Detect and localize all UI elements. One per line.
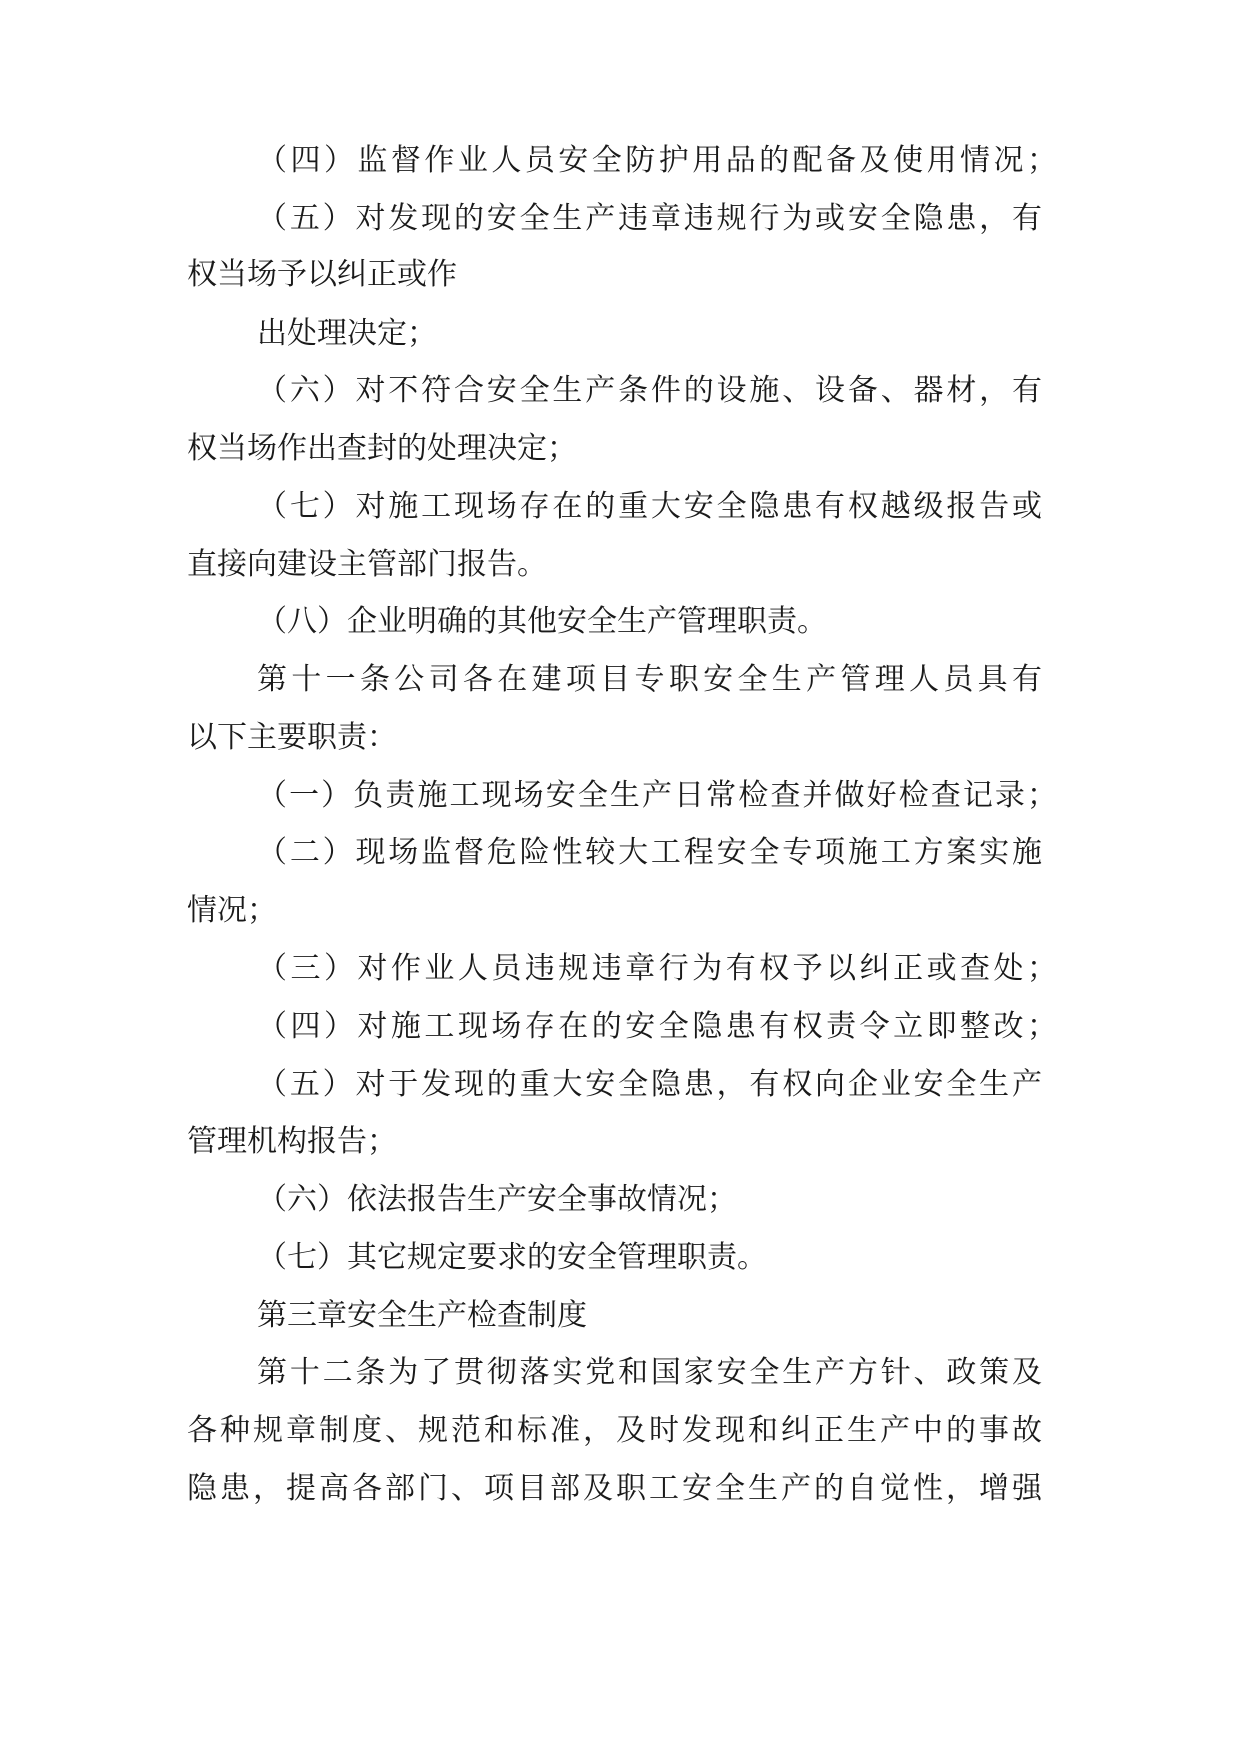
text-line: 第三章安全生产检查制度 xyxy=(257,1298,587,1333)
text-line: 第十一条公司各在建项目专职安全生产管理人员具有 xyxy=(257,662,1042,697)
text-line: 情况； xyxy=(187,893,277,928)
text-line: （一）负责施工现场安全生产日常检查并做好检查记录； xyxy=(257,778,1057,813)
text-line: 第十二条为了贯彻落实党和国家安全生产方针、政策及 xyxy=(257,1355,1042,1390)
text-line: （六）对不符合安全生产条件的设施、设备、器材，有 xyxy=(257,373,1042,408)
text-line: （七）其它规定要求的安全管理职责。 xyxy=(257,1240,767,1275)
text-line: 出处理决定； xyxy=(257,316,437,351)
text-line: 直接向建设主管部门报告。 xyxy=(187,547,547,582)
text-line: （五）对于发现的重大安全隐患，有权向企业安全生产 xyxy=(257,1067,1042,1102)
text-line: 管理机构报告； xyxy=(187,1124,397,1159)
text-line: （二）现场监督危险性较大工程安全专项施工方案实施 xyxy=(257,835,1042,870)
text-line: 权当场予以纠正或作 xyxy=(187,257,457,292)
text-line: （五）对发现的安全生产违章违规行为或安全隐患，有 xyxy=(257,201,1042,236)
text-line: 隐患，提高各部门、项目部及职工安全生产的自觉性，增强 xyxy=(187,1471,1042,1506)
text-line: （四）对施工现场存在的安全隐患有权责令立即整改； xyxy=(257,1009,1057,1044)
text-line: （七）对施工现场存在的重大安全隐患有权越级报告或 xyxy=(257,489,1042,524)
text-line: （四）监督作业人员安全防护用品的配备及使用情况； xyxy=(257,143,1057,178)
text-line: （六）依法报告生产安全事故情况； xyxy=(257,1182,737,1217)
text-line: 以下主要职责： xyxy=(187,720,397,755)
text-line: （八）企业明确的其他安全生产管理职责。 xyxy=(257,604,827,639)
text-line: （三）对作业人员违规违章行为有权予以纠正或查处； xyxy=(257,951,1057,986)
text-line: 各种规章制度、规范和标准，及时发现和纠正生产中的事故 xyxy=(187,1413,1042,1448)
text-line: 权当场作出查封的处理决定； xyxy=(187,431,577,466)
